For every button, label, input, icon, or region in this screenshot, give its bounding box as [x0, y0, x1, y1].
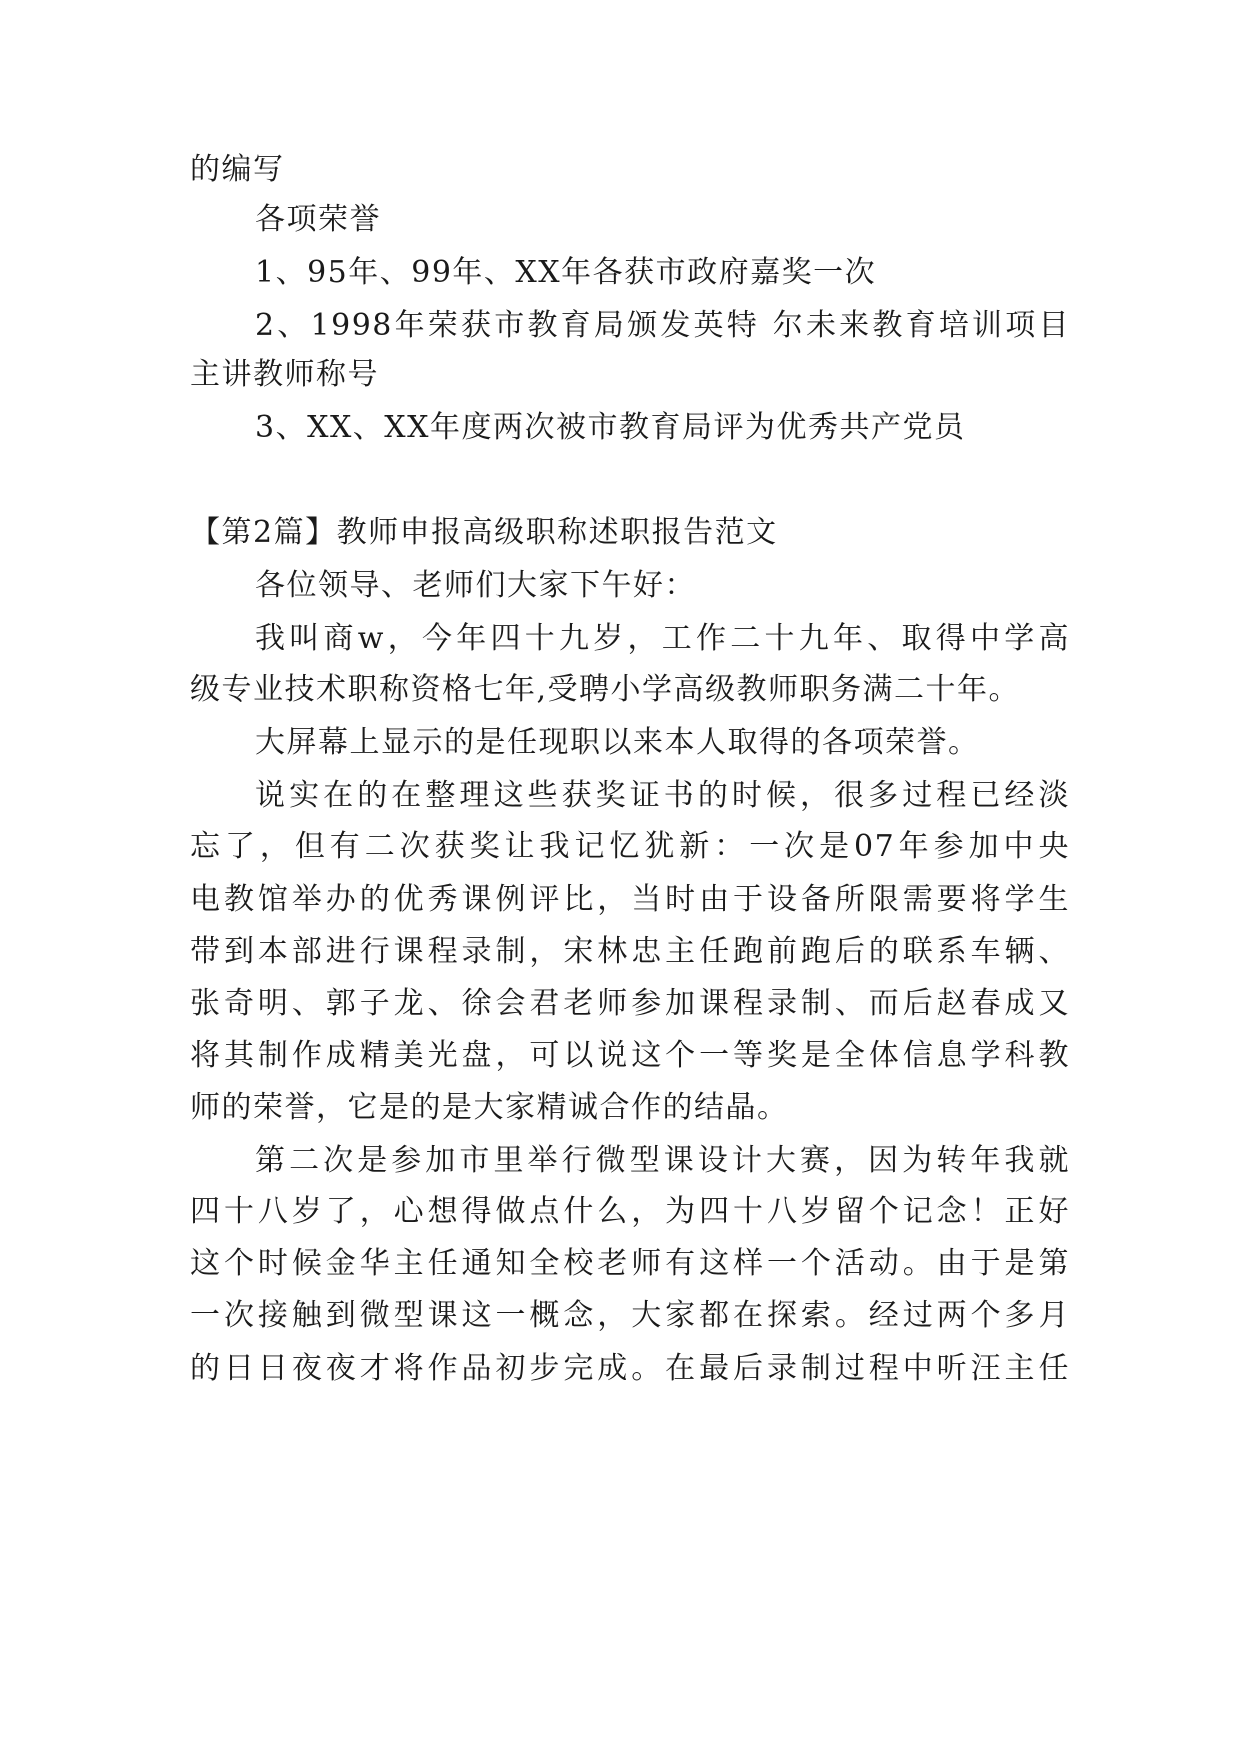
- paragraph-continuation: 的编写: [190, 152, 285, 187]
- body-line: 忘了，但有二次获奖让我记忆犹新：一次是07年参加中央: [190, 829, 1070, 864]
- body-line: 将其制作成精美光盘，可以说这个一等奖是全体信息学科教: [190, 1038, 1070, 1073]
- greeting-line: 各位领导、老师们大家下午好：: [255, 568, 696, 603]
- body-line: 一次接触到微型课这一概念，大家都在探索。经过两个多月: [190, 1298, 1070, 1333]
- honor-item-2-continued: 主讲教师称号: [190, 357, 379, 392]
- body-line: 带到本部进行课程录制，宋林忠主任跑前跑后的联系车辆、: [190, 934, 1070, 969]
- body-line: 说实在的在整理这些获奖证书的时候，很多过程已经淡: [255, 778, 1070, 813]
- body-line: 这个时候金华主任通知全校老师有这样一个活动。由于是第: [190, 1246, 1070, 1281]
- body-line: 张奇明、郭子龙、徐会君老师参加课程录制、而后赵春成又: [190, 986, 1070, 1021]
- honor-item-1: 1、95年、99年、XX年各获市政府嘉奖一次: [255, 255, 877, 290]
- section-title: 【第2篇】教师申报高级职称述职报告范文: [190, 515, 778, 550]
- body-line: 我叫商w，今年四十九岁，工作二十九年、取得中学高: [255, 621, 1070, 656]
- body-line: 大屏幕上显示的是任现职以来本人取得的各项荣誉。: [255, 725, 980, 760]
- body-line: 电教馆举办的优秀课例评比，当时由于设备所限需要将学生: [190, 882, 1070, 917]
- honor-item-2: 2、1998年荣获市教育局颁发英特 尔未来教育培训项目: [255, 308, 1070, 343]
- body-line: 师的荣誉，它是的是大家精诚合作的结晶。: [190, 1090, 789, 1125]
- honors-heading: 各项荣誉: [255, 202, 381, 237]
- body-line: 四十八岁了，心想得做点什么，为四十八岁留个记念！正好: [190, 1194, 1070, 1229]
- body-line: 第二次是参加市里举行微型课设计大赛，因为转年我就: [255, 1143, 1070, 1178]
- honor-item-3: 3、XX、XX年度两次被市教育局评为优秀共产党员: [255, 410, 966, 445]
- body-line: 级专业技术职称资格七年,受聘小学高级教师职务满二十年。: [190, 672, 1021, 707]
- body-line: 的日日夜夜才将作品初步完成。在最后录制过程中听汪主任: [190, 1351, 1070, 1386]
